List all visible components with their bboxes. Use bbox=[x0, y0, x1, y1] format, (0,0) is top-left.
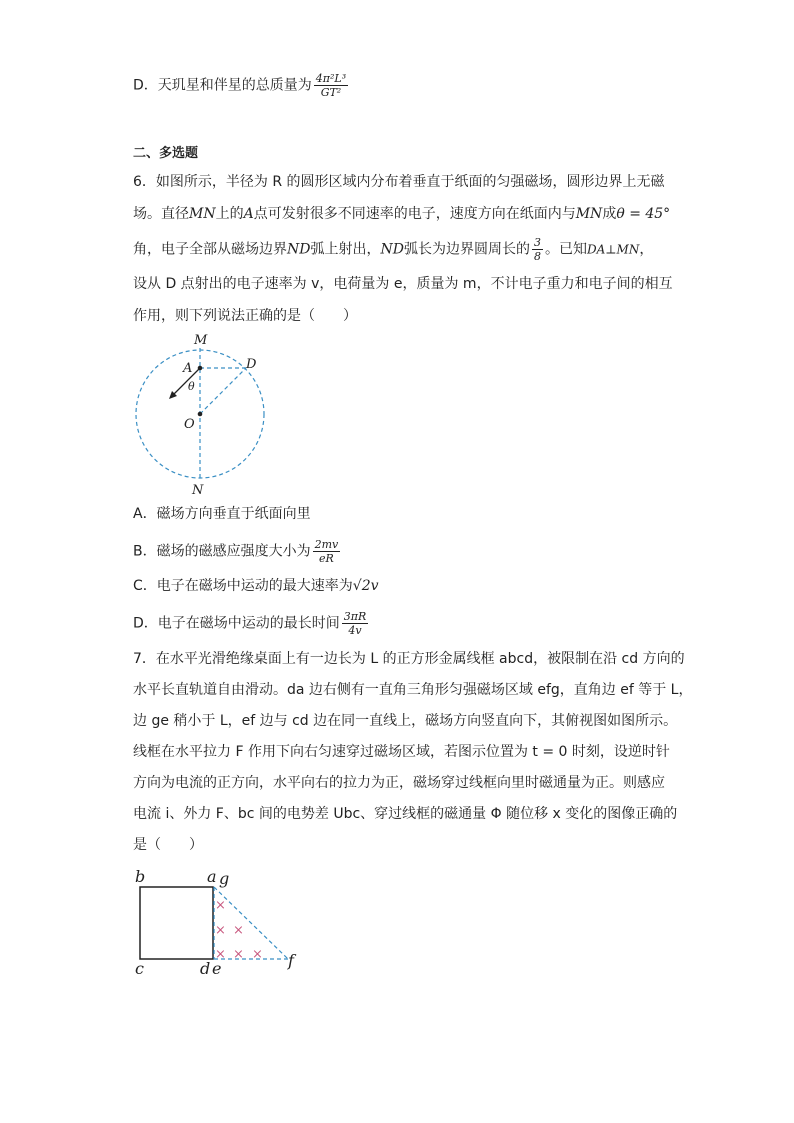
fraction-3-8: $\frac{3}{8}$ bbox=[533, 236, 541, 263]
cross-mark: × bbox=[215, 898, 226, 913]
q6-circle-figure bbox=[128, 328, 273, 498]
section-heading: 二、多选题 bbox=[133, 146, 199, 161]
q7-frame-figure bbox=[128, 866, 308, 980]
fraction-denominator: GT² bbox=[320, 86, 342, 99]
q6-line-1: 6．如图所示，半径为 R 的圆形区域内分布着垂直于纸面的匀强磁场，圆形边界上无磁 bbox=[133, 174, 665, 190]
fraction-numerator: 4π²L³ bbox=[315, 72, 347, 85]
q6-option-c: C．电子在磁场中运动的最大速率为√2v bbox=[133, 578, 379, 594]
q7-line-6: 电流 i、外力 F、bc 间的电势差 Ubc、穿过线框的磁通量 Φ 随位移 x 变化的图像正确的 bbox=[133, 806, 678, 822]
label-n: N bbox=[192, 483, 204, 498]
magnetic-field-crosses bbox=[215, 898, 263, 962]
point-o bbox=[198, 412, 203, 417]
q6-option-a: A．磁场方向垂直于纸面向里 bbox=[133, 506, 311, 522]
q6-line-4: 设从 D 点射出的电子速率为 v，电荷量为 e，质量为 m，不计电子重力和电子间的相互 bbox=[133, 276, 673, 292]
q6-option-b: B．磁场的磁感应强度大小为 $\frac{2mv}{eR}$ bbox=[133, 538, 339, 565]
label-a: A bbox=[183, 361, 193, 376]
q6-option-d: D．电子在磁场中运动的最长时间 $\frac{3\pi R}{4v}$ bbox=[133, 610, 367, 637]
q6-line-5: 作用，则下列说法正确的是（ ） bbox=[133, 308, 357, 324]
label-e: e bbox=[212, 959, 222, 978]
q7-line-1: 7．在水平光滑绝缘桌面上有一边长为 L 的正方形金属线框 abcd，被限制在沿 cd 方向的 bbox=[133, 651, 685, 667]
cross-mark: × bbox=[215, 923, 226, 938]
label-a: a bbox=[207, 867, 217, 886]
q7-line-5: 方向为电流的正方向，水平向右的拉力为正，磁场穿过线框向里时磁通量为正。则感应 bbox=[133, 775, 665, 791]
q6-line-2: 场。直径MN上的A点可发射很多不同速率的电子，速度方向在纸面内与MN成θ = 45° bbox=[133, 206, 671, 222]
label-g: g bbox=[219, 869, 230, 888]
prev-option-d-fraction bbox=[314, 72, 348, 99]
q7-line-3: 边 ge 稍小于 L，ef 边与 cd 边在同一直线上，磁场方向竖直向下，其俯视图如图所示。 bbox=[133, 713, 678, 729]
cross-mark: × bbox=[233, 923, 244, 938]
q7-line-7: 是（ ） bbox=[133, 837, 203, 853]
q7-line-4: 线框在水平拉力 F 作用下向右匀速穿过磁场区域，若图示位置为 t = 0 时刻，设逆时针 bbox=[133, 744, 670, 760]
cross-mark: × bbox=[215, 947, 226, 962]
label-o: O bbox=[184, 417, 195, 432]
label-f: f bbox=[288, 951, 294, 970]
cross-mark: × bbox=[252, 947, 263, 962]
cross-mark: × bbox=[233, 947, 244, 962]
q6-line-3: 角，电子全部从磁场边界ND弧上射出，ND弧长为边界圆周长的 $\frac{3}{8}$ 。已知DA⊥MN， bbox=[133, 236, 654, 263]
prev-option-d-label: D．天玑星和伴星的总质量为 bbox=[133, 77, 312, 94]
point-a bbox=[198, 366, 203, 371]
q7-line-2: 水平长直轨道自由滑动。da 边右侧有一直角三角形匀强磁场区域 efg，直角边 ef 等于 L， bbox=[133, 682, 693, 698]
label-d: D bbox=[246, 357, 257, 372]
square-frame-abcd bbox=[140, 887, 213, 959]
prev-option-d bbox=[133, 72, 350, 99]
label-m: M bbox=[194, 333, 208, 348]
label-theta: θ bbox=[188, 380, 195, 393]
label-d: d bbox=[200, 959, 211, 978]
label-c: c bbox=[135, 959, 144, 978]
line-od bbox=[200, 368, 246, 414]
label-b: b bbox=[135, 867, 146, 886]
